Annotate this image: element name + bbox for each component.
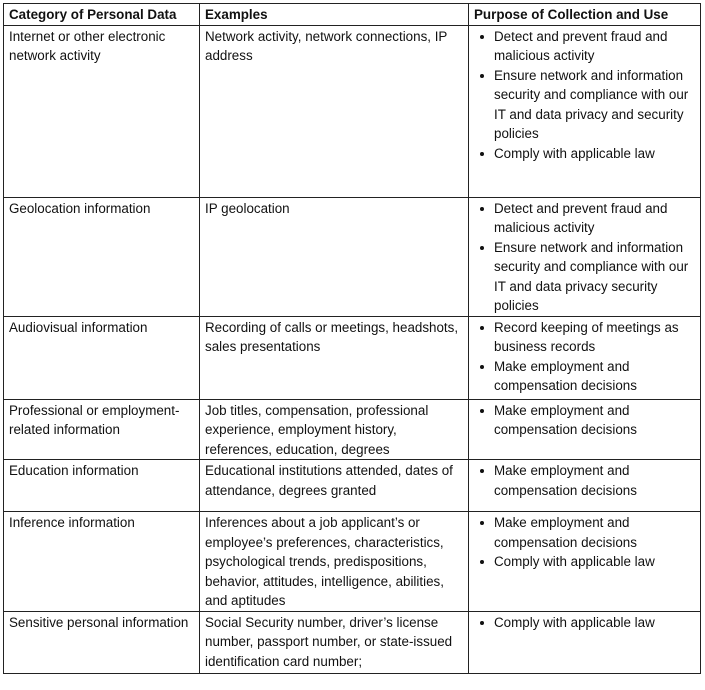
examples-cell: Inferences about a job applicant’s or employee’s preferences, characteristics, psychological trends, predispositions, behavior, attitudes, intelligence, abilities, and aptitudes: [200, 512, 469, 612]
table-row: [4, 316, 701, 399]
purpose-item: Make employment and compensation decisions: [494, 513, 695, 552]
header-row: [4, 4, 701, 26]
category-cell: Inference information: [4, 512, 200, 612]
examples-cell: Educational institutions attended, dates of attendance, degrees granted: [200, 460, 469, 512]
examples-cell: Job titles, compensation, professional experience, employment history, references, education, degrees: [200, 399, 469, 460]
examples-cell: Network activity, network connections, IP address: [200, 25, 469, 197]
category-cell: Audiovisual information: [4, 316, 200, 399]
examples-cell: Recording of calls or meetings, headshots, sales presentations: [200, 316, 469, 399]
purpose-item: Record keeping of meetings as business records: [494, 318, 695, 357]
purpose-cell: [469, 512, 701, 612]
purpose-item: Comply with applicable law: [494, 613, 695, 633]
purpose-item: Detect and prevent fraud and malicious activity: [494, 199, 695, 238]
table-row: [4, 25, 701, 197]
purpose-list: [474, 401, 695, 440]
purpose-cell: [469, 316, 701, 399]
table-row: [4, 512, 701, 612]
examples-cell: IP geolocation: [200, 197, 469, 316]
category-cell: Geolocation information: [4, 197, 200, 316]
purpose-list: [474, 27, 695, 164]
header-examples: Examples: [200, 4, 469, 26]
category-cell: Professional or employment-related information: [4, 399, 200, 460]
table-row: [4, 611, 701, 673]
header-purpose: Purpose of Collection and Use: [469, 4, 701, 26]
purpose-cell: [469, 611, 701, 673]
purpose-cell: [469, 25, 701, 197]
purpose-list: [474, 513, 695, 572]
table-row: [4, 399, 701, 460]
category-cell: Internet or other electronic network activity: [4, 25, 200, 197]
purpose-list: [474, 613, 695, 633]
purpose-item: Make employment and compensation decisions: [494, 461, 695, 500]
purpose-cell: [469, 399, 701, 460]
table-row: [4, 460, 701, 512]
purpose-item: Make employment and compensation decisions: [494, 357, 695, 396]
category-cell: Education information: [4, 460, 200, 512]
purpose-list: [474, 461, 695, 500]
purpose-cell: [469, 197, 701, 316]
purpose-item: Comply with applicable law: [494, 552, 695, 572]
purpose-item: Make employment and compensation decisions: [494, 401, 695, 440]
table-row: [4, 197, 701, 316]
header-category: Category of Personal Data: [4, 4, 200, 26]
personal-data-table: [3, 3, 701, 674]
purpose-item: Comply with applicable law: [494, 144, 695, 164]
purpose-list: [474, 318, 695, 396]
purpose-list: [474, 199, 695, 316]
category-cell: Sensitive personal information: [4, 611, 200, 673]
examples-cell: Social Security number, driver’s license number, passport number, or state-issued identification card number;: [200, 611, 469, 673]
purpose-item: Detect and prevent fraud and malicious activity: [494, 27, 695, 66]
purpose-cell: [469, 460, 701, 512]
purpose-item: Ensure network and information security and compliance with our IT and data privacy security policies: [494, 238, 695, 316]
purpose-item: Ensure network and information security and compliance with our IT and data privacy and security policies: [494, 66, 695, 144]
